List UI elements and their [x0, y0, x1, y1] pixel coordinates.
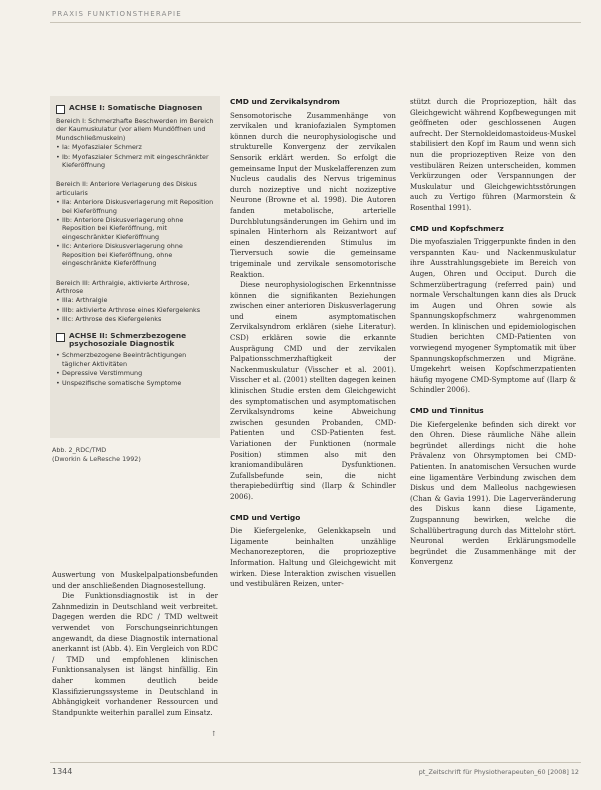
item-text: Anteriore Diskusverlagerung ohne Reposition bei Kieferöffnung, mit eingeschränkter Kieferöffnung [62, 216, 184, 241]
bullet-icon: • [56, 143, 60, 152]
item-text: Schmerzbezogene Beeinträchtigungen täglicher Aktivitäten [62, 351, 187, 368]
section-heading: CMD und Vertigo [230, 512, 301, 522]
paragraph: stützt durch die Propriozeption, hält das Gleichgewicht während Kopfbewegungen mit geöffneten oder geschlossenen Augen aufrecht. Der Sternokleidomastoideus-Muskel stabilisiert den Kopf im Raum und wenn sich nun die propriozeptiven Reize von den vestibulären Reizen unterscheiden, kommen Verkürzungen oder Verspannungen der Muskulatur und Gleichgewichtsstörungen auch zu Vertigo führen (Marmorstein & Rosenthal 1991). [410, 97, 576, 212]
list-item [56, 351, 214, 368]
bullet-icon: • [56, 305, 60, 314]
list-item [56, 306, 214, 314]
text-column-2 [230, 97, 396, 590]
item-code: IIIc: [62, 315, 74, 324]
list-item [56, 198, 214, 215]
bullet-icon: • [56, 152, 60, 161]
paragraph: Die Kiefergelenke befinden sich direkt vor den Ohren. Diese räumliche Nähe allein begründet allerdings nicht die hohe Prävalenz von Ohrsymptomen bei CMD-Patienten. In anatomischen Versuchen wurde eine ligamentäre Verbindung zwischen dem Diskus und dem Malleolus nachgewiesen (Chan & Gavia 1991). Die Lagerveränderung des Diskus kann diese Ligamente, Zugspannung bewirken, welche die Schallübertragung durch das Mittelohr stört. Neuronal werden Erklärungsmodelle begründet die Zusammenhänge mit der Konvergenz [410, 419, 576, 567]
axis1-title: ACHSE I: Somatische Diagnosen [69, 103, 203, 112]
list-item [56, 379, 214, 387]
section-heading: CMD und Tinnitus [410, 406, 484, 416]
caption-line1: Abb. 2_RDC/TMD [52, 446, 107, 454]
page-number: 1344 [52, 767, 73, 776]
item-text: Arthralgie [75, 296, 108, 305]
item-text: Arthrose des Kiefergelenks [75, 315, 162, 324]
bullet-icon: • [56, 242, 60, 251]
item-text: Anteriore Diskusverlagerung ohne Reposition bei Kieferöffnung, ohne eingeschränkte Kieferöffnung [62, 242, 183, 268]
item-code: IIb: [62, 216, 72, 225]
text-column-3 [410, 97, 576, 568]
item-text: Myofaszialer Schmerz [72, 143, 142, 152]
bullet-icon: • [56, 315, 60, 324]
journal-reference: pt_Zeitschrift für Physiotherapeuten_60 [2008] 12 [418, 768, 579, 776]
item-text: Anteriore Diskusverlagerung mit Reposition bei Kieferöffnung [62, 198, 214, 215]
list-item [56, 153, 214, 170]
paragraph: Die Kiefergelenke, Gelenkkapseln und Ligamente beinhalten unzählige Mechanorezeptoren, die propriozeptive Information. Haltung und Gleichgewicht mit wirken. Diese Interaktion zwischen visuellen und vestibulären Reizen, unter- [230, 526, 396, 589]
list-item [56, 296, 214, 304]
paragraph: Die myofaszialen Triggerpunkte finden in den verspannten Kau- und Nackenmuskulatur ihre Ausstrahlungsgebiete im Bereich von Augen, Ohren und Occiput. Durch die Schmerzübertragung (referred pain) und normale Verschaltungen kann dies als Druck im Augen und Ohren sowie als Spannungskopfschmerz wahrgenommen werden. In klinischen und epidemiologischen Studien berichten CMD-Patienten von vorwiegend myogener Symptomatik mit über Spannungskopfschmerzen und Migräne. Umgekehrt weisen Kopfschmerzpatienten häufig myogene CMD-Symptome auf (Ilarp & Schindler 2006). [410, 237, 576, 395]
item-code: IIIb: [62, 305, 74, 314]
bullet-icon: • [56, 378, 60, 387]
paragraph: Diese neurophysiologischen Erkenntnisse können die signifikanten Beziehungen zwischen einer anterioren Diskusverlagerung und einem asymptomatischen Zervikalsyndrom erklären (siehe Literatur). CSD) erklären sowie die erkannte Ausprägung CMD und der zervikalen Palpationsschmerzhaftigkeit der Nackenmuskulatur (Visscher et al. 2001). Visscher et al. (2001) stellten dagegen keinen klinischen Studie ersten dem Gleichgewicht des symptomatischen und asymptomatischen Zervikalsyndroms keine Abweichung zwischen gesunden Probanden, CMD-Patienten und CSD-Patienten fest. Variationen der Funktionen (normale Position) stimmen also mit den kraniomandibulären Dysfunktionen. Zufallsbefunde sein, die nicht therapiebedürftig sind (Ilarp & Schindler 2006). [230, 280, 396, 501]
paragraph: Sensomotorische Zusammenhänge von zervikalen und kraniofazialen Symptomen können durch die neurophysiologische und strukturelle Konvergenz der zervikalen Sensorik erklärt werden. So erfolgt die gemeinsame Input der Muskelafferenzen zum Nucleus caudalis des Nervus trigeminus durch nozizeptive und nicht nozizeptive Neurone (Browne et al. 1998). Die Autoren fanden metabolische, arterielle Durchblutungsänderungen im Gehirn und im spinalen Hinterhorn als Reizantwort auf einen deszendierenden Stimulus im Tierversuch sowie die gemeinsame trigeminale und zervikale sensomotorische Reaktion. [230, 110, 396, 279]
bullet-icon: • [56, 369, 60, 378]
item-code: IIc: [62, 242, 72, 251]
group2-title: Bereich II: Anteriore Verlagerung des Diskus articularis [56, 180, 197, 197]
list-item [56, 315, 214, 323]
footer-divider [50, 762, 581, 763]
axis2-list [56, 351, 214, 387]
caption-line2: (Dworkin & LeResche 1992) [52, 454, 141, 463]
figure-caption [52, 446, 220, 463]
bullet-icon: • [56, 351, 60, 360]
group1-list [56, 143, 214, 169]
paragraph: Die Funktionsdiagnostik ist in der Zahnmedizin in Deutschland weit verbreitet. Dagegen werden die RDC / TMD weltweit verwendet von Forschungseinrichtungen angewandt, da diese Diagnostik international anerkannt ist (Abb. 4). Ein Vergleich von RDC / TMD und empfohlenen klinischen Funktionsanalysen ist längst hinfällig. Ein daher kommen deutlich beide Klassifizierungssysteme in Deutschland in Abhängigkeit vorhandener Ressourcen und Standpunkte weiterhin parallel zum Einsatz. [52, 591, 218, 717]
item-text: Depressive Verstimmung [62, 369, 143, 378]
continuation-marker: ↑ [211, 730, 217, 738]
item-code: Ib: [62, 152, 71, 161]
axis2-title: ACHSE II: Schmerzbezogene psychosoziale Diagnostik [69, 330, 187, 348]
group2-list [56, 198, 214, 267]
checkbox-icon [56, 105, 65, 114]
item-code: IIIa: [62, 296, 74, 305]
item-code: IIa: [62, 198, 72, 207]
classification-box [50, 96, 220, 438]
group1-title: Bereich I: Schmerzhafte Beschwerden im Bereich der Kaumuskulatur (vor allem Mundöffnen und Mundschließmuskeln) [56, 117, 214, 142]
axis1-heading [56, 104, 214, 114]
list-item [56, 369, 214, 377]
section-heading: CMD und Kopfschmerz [410, 223, 504, 233]
running-header: PRAXIS FUNKTIONSTHERAPIE [52, 10, 182, 18]
item-text: Myofaszialer Schmerz mit eingeschränkter Kieferöffnung [62, 152, 209, 170]
item-text: aktivierte Arthrose eines Kiefergelenks [75, 305, 201, 314]
group3-list [56, 296, 214, 323]
bullet-icon: • [56, 296, 60, 305]
bullet-icon: • [56, 216, 60, 225]
bullet-icon: • [56, 198, 60, 207]
axis2-heading [56, 332, 214, 349]
group3-title: Bereich III: Arthralgie, aktivierte Arthrose, Arthrose [56, 278, 190, 295]
list-item [56, 242, 214, 267]
header-divider [50, 22, 581, 23]
paragraph: Auswertung von Muskelpalpationsbefunden und der anschließenden Diagnosestellung. [52, 570, 218, 590]
text-column-1 [52, 570, 218, 718]
checkbox-icon [56, 333, 65, 342]
item-text: Unspezifische somatische Symptome [62, 378, 182, 387]
list-item [56, 216, 214, 241]
list-item [56, 143, 214, 151]
section-heading: CMD und Zervikalsyndrom [230, 97, 340, 106]
item-code: Ia: [62, 143, 70, 152]
